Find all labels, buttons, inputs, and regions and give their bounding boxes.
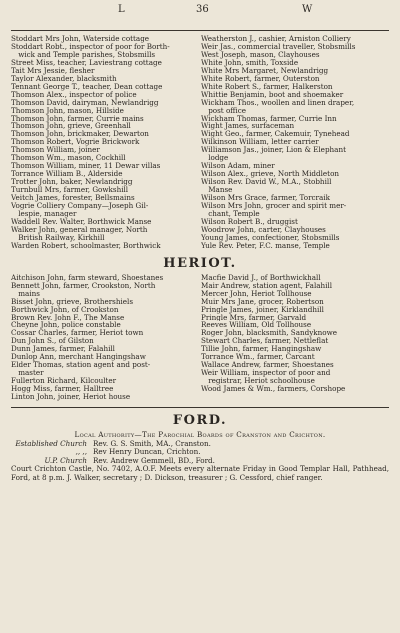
directory-entry: Weir Jas., commercial traveller, Stobsmills (201, 42, 356, 51)
directory-entry: Taylor Alexander, blacksmith (11, 74, 117, 83)
directory-entry: Bennett John, farmer, Crookston, North (11, 281, 156, 290)
directory-entry: master (11, 369, 44, 378)
directory-entry: post office (201, 106, 246, 115)
directory-entry: Vogrie Colliery Company—Joseph Gil- (11, 202, 149, 210)
directory-entry: Williamson Jas., joiner, Lion & Elephant (201, 146, 346, 155)
directory-entry: Stoddart Robt., inspector of poor for Borth- (11, 42, 170, 51)
directory-entry: Reeves William, Old Tollhouse (201, 321, 312, 330)
ford-local-authority: Local Authority—The Parochial Boards of Cranston and Crichton. (74, 429, 326, 439)
directory-entry: lespie, manager (11, 209, 77, 218)
directory-entry: West Joseph, mason, Clayhouses (201, 50, 320, 59)
directory-entry: Elder Thomas, station agent and post- (11, 361, 151, 370)
directory-entry: Cossar Charles, farmer, Heriot town (11, 329, 144, 338)
directory-entry: Wilson Alex., grieve, North Middleton (201, 170, 340, 179)
directory-entry: Wilson Robert B., druggist (201, 217, 298, 226)
church-label: U.P. Church (44, 455, 87, 465)
directory-entry: Tillie John, farmer, Hangingshaw (201, 345, 322, 354)
directory-entry: Dun John S., of Gilston (11, 337, 94, 346)
directory-entry: Wickham Thos., woollen and linen draper, (201, 98, 355, 107)
directory-entry: Whittie Benjamin, boot and shoemaker (201, 90, 344, 99)
directory-entry: White Robert S., farmer, Halkerston (201, 82, 333, 91)
directory-entry: Borthwick John, of Crookston (11, 305, 119, 314)
page-header (11, 4, 389, 18)
directory-entry: wick and Temple parishes, Stobsmills (11, 50, 156, 59)
directory-entry: Thomson John, farmer, Currie mains (11, 114, 144, 123)
directory-entry: Fullerton Richard, Kilcoulter (11, 377, 117, 386)
directory-entry: Yule Rev. Peter, F.C. manse, Temple (201, 241, 330, 250)
directory-entry: Wickham Thomas, farmer, Currie Inn (201, 114, 337, 123)
directory-entry: Thomson William, miner, 11 Dewar villas (11, 162, 161, 171)
page-number: 36 (196, 4, 209, 15)
directory-entry: Hogg Miss, farmer, Halltree (11, 385, 114, 394)
directory-entry: Roger John, blacksmith, Sandyknowe (201, 329, 338, 338)
heriot-title: HERIOT. (163, 255, 237, 271)
directory-entry: Walker John, general manager, North (11, 225, 148, 234)
directory-entry: Wilkinson William, letter carrier (201, 138, 319, 147)
directory-entry: British Railway, Kirkhill (11, 233, 105, 242)
directory-entry: Warden Robert, schoolmaster, Borthwick (11, 241, 161, 250)
directory-entry: Bisset John, grieve, Brothershiels (11, 297, 134, 306)
church-minister: Rev. Andrew Gemmell, BD., Ford. (93, 455, 215, 465)
directory-entry: Thomson Wm., mason, Cockhill (11, 154, 126, 163)
header-rule (11, 30, 389, 31)
directory-entry: Woodrow John, carter, Clayhouses (201, 225, 326, 234)
directory-entry: lodge (201, 154, 229, 163)
directory-entry: Weir William, inspector of poor and (201, 369, 331, 378)
directory-entry: Wallace Andrew, farmer, Shoestanes (201, 361, 334, 370)
directory-entry: Wight Geo., farmer, Cakemuir, Tynehead (201, 130, 350, 139)
right-column (201, 35, 389, 250)
directory-entry: Macfie David J., of Borthwickhall (201, 273, 321, 282)
directory-entry: White John, smith, Toxside (201, 58, 299, 67)
directory-entry: White Mrs Margaret, Newlandrigg (201, 66, 329, 75)
directory-entry: Cheyne John, police constable (11, 321, 121, 330)
directory-entry: Turnbull Mrs, farmer, Gowkshill (11, 186, 129, 195)
directory-entry: Wight James, surfaceman (201, 122, 295, 131)
directory-entry: Mair Andrew, station agent, Falahill (201, 281, 333, 290)
directory-entry: Thomson Alex., inspector of police (11, 90, 137, 99)
directory-entry: Trotter John, baker, Newlandrigg (11, 178, 133, 187)
directory-entry: Mercer John, Heriot Tollhouse (201, 289, 312, 298)
directory-entry: Veitch James, forester, Bellsmains (11, 194, 135, 203)
ford-title: FORD. (172, 412, 228, 428)
section-divider (11, 407, 389, 408)
ford-section (11, 431, 389, 483)
directory-entry: Wilson Mrs Grace, farmer, Torcraik (201, 194, 330, 203)
directory-entry: Dunn James, farmer, Falahill (11, 345, 115, 354)
left-column (11, 35, 199, 250)
directory-entry: Torrance William B., Alderside (11, 170, 123, 179)
directory-entry: mains (11, 289, 40, 298)
directory-entry: Stoddart Mrs John, Waterside cottage (11, 35, 150, 43)
directory-entry: Thomson William, joiner (11, 146, 100, 155)
directory-entry: Street Miss, teacher, Laviestrang cottage (11, 58, 162, 67)
directory-entry: Thomson Robert, Vogrie Brickwork (11, 138, 140, 147)
directory-entry: Waddell Rev. Walter, Borthwick Manse (11, 217, 152, 226)
ford-court-notice: Court Crichton Castle, No. 7402, A.O.F. Meets every alternate Friday in Good Templar Hall, Pathhead, Ford, at 8 p.m. J. Walker, secretary ; D. Dickson, treasurer ; G. Cessford, chief ranger. (11, 464, 389, 482)
directory-entry: Thomson John, mason, Hillside (11, 106, 124, 115)
heriot-left-column (11, 274, 199, 401)
directory-entry: Tennant George T., teacher, Dean cottage (11, 82, 163, 91)
directory-entry: Muir Mrs Jane, grocer, Robertson (201, 297, 324, 306)
directory-entry: Torrance Wm., farmer, Carcant (201, 353, 315, 362)
church-minister: Rev. G. S. Smith, MA., Cranston. (93, 438, 211, 448)
church-label: Established Church (15, 438, 87, 448)
directory-entry: Tait Mrs Jessie, flesher (11, 66, 95, 75)
church-label: ,, ,, (75, 447, 87, 457)
directory-entry: Wood James & Wm., farmers, Corshope (201, 385, 346, 394)
directory-entry: Stewart Charles, farmer, Nettleflat (201, 337, 329, 346)
directory-entry: White Robert, farmer, Outerston (201, 74, 320, 83)
directory-entry: chant, Temple (201, 209, 260, 218)
directory-entry: Thomson John, grieve, Greenhall (11, 122, 131, 131)
directory-entry: Manse (201, 186, 233, 195)
directory-entry: Thomson David, dairyman, Newlandrigg (11, 98, 159, 107)
header-left-letter: L (118, 4, 125, 15)
directory-entry: registrar, Heriot schoolhouse (201, 377, 315, 386)
directory-entry: Aitchison John, farm steward, Shoestanes (11, 273, 164, 282)
header-right-letter: W (302, 4, 313, 15)
directory-entry: Wilson Adam, miner (201, 162, 275, 171)
directory-entry: Dunlop Ann, merchant Hangingshaw (11, 353, 146, 362)
heriot-listing (11, 274, 389, 401)
directory-entry: Wilson Mrs John, grocer and spirit mer- (201, 202, 347, 210)
directory-entry: Wilson Rev. David W., M.A., Stobhill (201, 178, 332, 187)
directory-entry: Thomson John, brickmaker, Dewarton (11, 130, 149, 139)
main-listing (11, 35, 389, 250)
directory-entry: Pringle Mrs, farmer, Garvald (201, 313, 307, 322)
directory-entry: Pringle James, joiner, Kirklandhill (201, 305, 324, 314)
directory-entry: Brown Rev. John F., The Manse (11, 313, 125, 322)
directory-entry: Weatherston J., cashier, Arniston Colliery (201, 35, 351, 43)
directory-entry: Young James, confectioner, Stobsmills (201, 233, 340, 242)
church-minister: Rev Henry Duncan, Crichton. (93, 447, 201, 457)
directory-entry: Linton John, joiner, Heriot house (11, 393, 131, 401)
heriot-right-column (201, 274, 389, 401)
